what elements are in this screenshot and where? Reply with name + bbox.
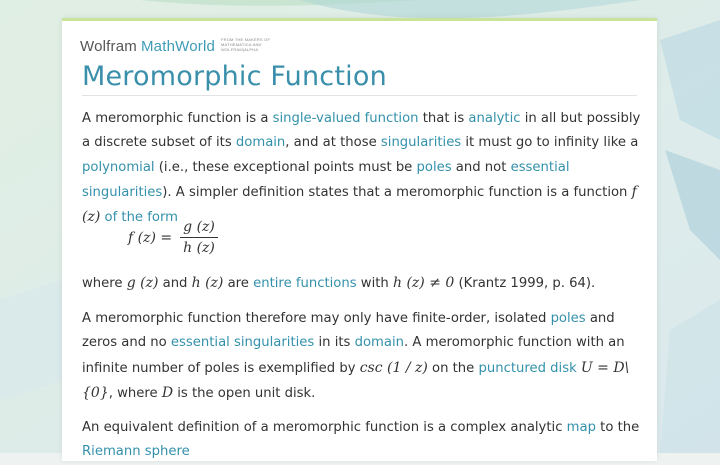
text: (i.e., these exceptional points must be xyxy=(154,159,417,175)
link-domain-2[interactable]: domain xyxy=(354,335,404,351)
link-riemann-sphere[interactable]: Riemann sphere xyxy=(82,444,190,460)
formula-meromorphic xyxy=(128,219,218,256)
page-title: Meromorphic Function xyxy=(82,61,387,92)
formula-numerator: g (z) xyxy=(180,219,218,238)
math-f-of-z: f (z) xyxy=(82,183,637,226)
text: in its xyxy=(314,335,355,351)
text: (Krantz 1999, p. 64). xyxy=(454,276,596,291)
title-divider xyxy=(82,95,637,96)
text: A meromorphic function therefore may only have finite-order, isolated xyxy=(82,311,551,326)
math-h-nonzero: h (z) ≠ 0 xyxy=(392,275,455,291)
link-essential-singularities-2[interactable]: essential singularities xyxy=(170,335,315,351)
math-g-of-z: g (z) xyxy=(126,275,159,291)
text: , and at those xyxy=(285,135,381,151)
link-polynomial[interactable]: polynomial xyxy=(82,159,155,175)
formula-fraction xyxy=(180,219,218,256)
text: An equivalent definition of a meromorphic function is a complex analytic xyxy=(82,420,567,435)
mathworld-logo[interactable] xyxy=(80,37,291,55)
logo-tagline: FROM THE MAKERS OF MATHEMATICA AND WOLFRAM|ALPHA xyxy=(221,37,271,52)
text: A meromorphic function is a xyxy=(82,111,273,126)
math-u-equals: U = D\{0} xyxy=(82,359,630,401)
paragraph-where xyxy=(82,271,642,296)
link-domain[interactable]: domain xyxy=(235,135,286,151)
logo-wolfram-text: Wolfram xyxy=(80,38,137,55)
paragraph-definition xyxy=(82,107,642,230)
text: on the xyxy=(427,360,479,376)
link-entire-functions[interactable]: entire functions xyxy=(253,276,357,291)
link-single-valued-function[interactable]: single-valued function xyxy=(272,111,419,126)
text: are xyxy=(223,276,254,291)
link-singularities[interactable]: singularities xyxy=(380,135,462,151)
text: with xyxy=(356,276,393,291)
math-csc: csc (1 / z) xyxy=(359,359,428,376)
link-punctured-disk[interactable]: punctured disk xyxy=(478,360,577,376)
logo-mathworld-text: MathWorld xyxy=(140,38,216,55)
formula-lhs: f (z) = xyxy=(128,229,173,246)
text: , where xyxy=(108,385,162,401)
text: it must go to infinity like a xyxy=(461,135,639,151)
text: where xyxy=(82,276,127,291)
text: that is xyxy=(418,111,469,126)
link-of-the-form[interactable]: of the form xyxy=(100,210,178,226)
text: ). A simpler definition states that a meromorphic function is a function xyxy=(162,184,632,200)
paragraph-equivalent xyxy=(82,416,642,465)
text: and xyxy=(158,276,192,291)
link-analytic[interactable]: analytic xyxy=(468,111,521,126)
text: and not xyxy=(451,159,511,175)
link-poles[interactable]: poles xyxy=(416,159,452,175)
link-map[interactable]: map xyxy=(566,420,596,435)
text: to the xyxy=(595,420,640,435)
link-essential-singularities[interactable]: essential singularities xyxy=(82,159,570,200)
text: is the open unit disk. xyxy=(173,385,316,401)
article-card xyxy=(62,18,657,461)
math-d: D xyxy=(161,384,174,401)
link-poles-2[interactable]: poles xyxy=(550,311,586,326)
formula-denominator: h (z) xyxy=(183,240,215,256)
text: and zeros and no xyxy=(82,311,615,351)
text: in all but possibly a discrete subset of its xyxy=(82,111,641,151)
math-h-of-z: h (z) xyxy=(191,275,224,291)
paragraph-poles xyxy=(82,307,642,406)
text: . A meromorphic function with an infinite number of poles is exemplified by xyxy=(82,335,625,376)
